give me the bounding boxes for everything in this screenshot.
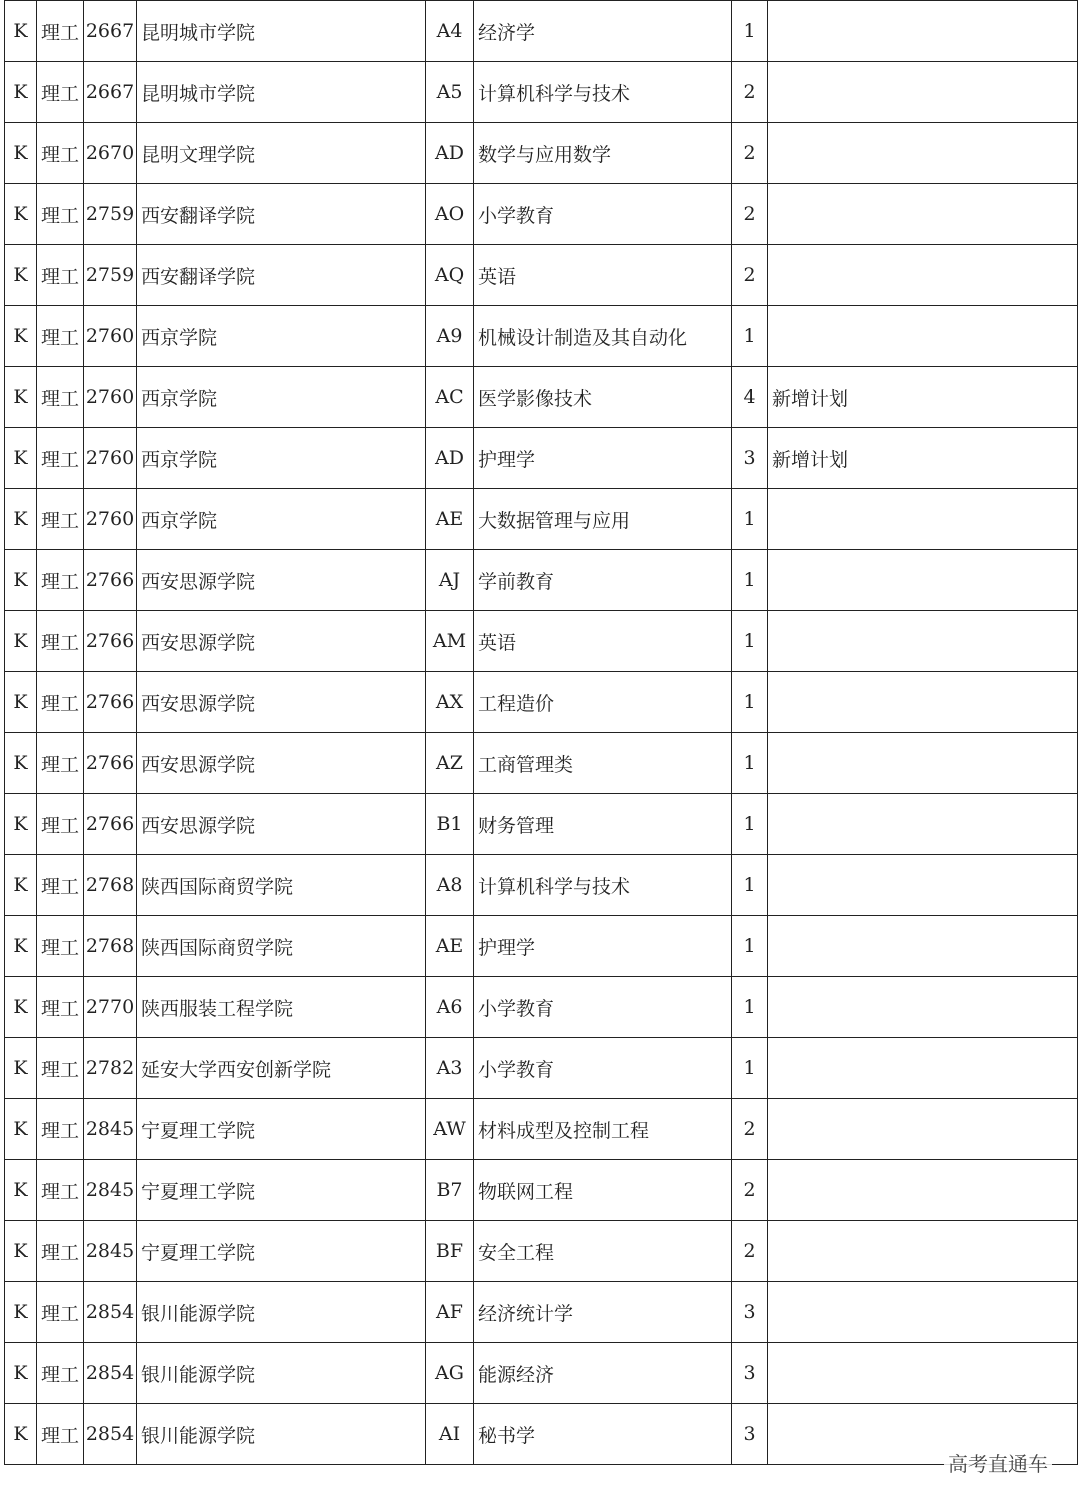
- school-code-cell: 2766: [84, 550, 137, 611]
- major-code-cell: AZ: [426, 733, 474, 794]
- category-cell: 理工: [37, 306, 84, 367]
- major-name-cell: 学前教育: [474, 550, 732, 611]
- major-code-cell: AE: [426, 489, 474, 550]
- major-name-cell: 材料成型及控制工程: [474, 1099, 732, 1160]
- major-name-cell: 经济统计学: [474, 1282, 732, 1343]
- school-name-cell: 西安思源学院: [137, 794, 426, 855]
- category-cell: 理工: [37, 794, 84, 855]
- note-cell: [768, 1343, 1078, 1404]
- note-cell: [768, 62, 1078, 123]
- major-code-cell: AX: [426, 672, 474, 733]
- school-name-cell: 银川能源学院: [137, 1282, 426, 1343]
- table-row: [5, 306, 1078, 367]
- plan-count-cell: 1: [732, 306, 768, 367]
- category-cell: 理工: [37, 1, 84, 62]
- table-row: [5, 855, 1078, 916]
- school-name-cell: 西京学院: [137, 489, 426, 550]
- plan-count-cell: 1: [732, 916, 768, 977]
- type-cell: K: [5, 1, 37, 62]
- major-code-cell: AO: [426, 184, 474, 245]
- plan-count-cell: 2: [732, 1099, 768, 1160]
- type-cell: K: [5, 611, 37, 672]
- major-code-cell: A8: [426, 855, 474, 916]
- major-code-cell: A4: [426, 1, 474, 62]
- type-cell: K: [5, 184, 37, 245]
- school-code-cell: 2760: [84, 306, 137, 367]
- major-name-cell: 财务管理: [474, 794, 732, 855]
- type-cell: K: [5, 550, 37, 611]
- category-cell: 理工: [37, 611, 84, 672]
- school-name-cell: 银川能源学院: [137, 1343, 426, 1404]
- plan-count-cell: 1: [732, 977, 768, 1038]
- major-name-cell: 能源经济: [474, 1343, 732, 1404]
- type-cell: K: [5, 1282, 37, 1343]
- type-cell: K: [5, 489, 37, 550]
- category-cell: 理工: [37, 245, 84, 306]
- table-row: [5, 367, 1078, 428]
- plan-count-cell: 2: [732, 62, 768, 123]
- type-cell: K: [5, 123, 37, 184]
- table-row: [5, 550, 1078, 611]
- major-code-cell: B7: [426, 1160, 474, 1221]
- plan-count-cell: 1: [732, 611, 768, 672]
- plan-count-cell: 2: [732, 123, 768, 184]
- major-name-cell: 安全工程: [474, 1221, 732, 1282]
- plan-count-cell: 2: [732, 1160, 768, 1221]
- note-cell: [768, 977, 1078, 1038]
- category-cell: 理工: [37, 1404, 84, 1465]
- table-row: [5, 1343, 1078, 1404]
- plan-count-cell: 1: [732, 1038, 768, 1099]
- school-name-cell: 西京学院: [137, 428, 426, 489]
- major-code-cell: AC: [426, 367, 474, 428]
- school-name-cell: 西安思源学院: [137, 550, 426, 611]
- school-name-cell: 宁夏理工学院: [137, 1160, 426, 1221]
- plan-count-cell: 3: [732, 1343, 768, 1404]
- school-name-cell: 陕西服装工程学院: [137, 977, 426, 1038]
- school-code-cell: 2766: [84, 611, 137, 672]
- school-name-cell: 西京学院: [137, 306, 426, 367]
- major-code-cell: AE: [426, 916, 474, 977]
- table-row: [5, 1221, 1078, 1282]
- note-cell: [768, 184, 1078, 245]
- category-cell: 理工: [37, 428, 84, 489]
- school-code-cell: 2768: [84, 855, 137, 916]
- major-name-cell: 大数据管理与应用: [474, 489, 732, 550]
- table-row: [5, 489, 1078, 550]
- major-name-cell: 数学与应用数学: [474, 123, 732, 184]
- type-cell: K: [5, 1099, 37, 1160]
- major-name-cell: 工商管理类: [474, 733, 732, 794]
- school-code-cell: 2782: [84, 1038, 137, 1099]
- note-cell: [768, 550, 1078, 611]
- type-cell: K: [5, 62, 37, 123]
- table-row: [5, 1, 1078, 62]
- type-cell: K: [5, 1038, 37, 1099]
- plan-count-cell: 4: [732, 367, 768, 428]
- major-name-cell: 护理学: [474, 428, 732, 489]
- category-cell: 理工: [37, 367, 84, 428]
- major-name-cell: 计算机科学与技术: [474, 855, 732, 916]
- major-code-cell: AF: [426, 1282, 474, 1343]
- plan-count-cell: 3: [732, 1404, 768, 1465]
- major-name-cell: 机械设计制造及其自动化: [474, 306, 732, 367]
- table-row: [5, 611, 1078, 672]
- category-cell: 理工: [37, 184, 84, 245]
- school-code-cell: 2766: [84, 733, 137, 794]
- note-cell: [768, 1099, 1078, 1160]
- type-cell: K: [5, 977, 37, 1038]
- category-cell: 理工: [37, 123, 84, 184]
- major-name-cell: 小学教育: [474, 977, 732, 1038]
- category-cell: 理工: [37, 1343, 84, 1404]
- major-name-cell: 工程造价: [474, 672, 732, 733]
- category-cell: 理工: [37, 1221, 84, 1282]
- note-cell: 新增计划: [768, 367, 1078, 428]
- major-name-cell: 计算机科学与技术: [474, 62, 732, 123]
- admission-plan-table: [4, 0, 1078, 1465]
- table-row: [5, 1038, 1078, 1099]
- school-name-cell: 西安思源学院: [137, 672, 426, 733]
- category-cell: 理工: [37, 1038, 84, 1099]
- table-row: [5, 428, 1078, 489]
- note-cell: [768, 733, 1078, 794]
- plan-count-cell: 3: [732, 1282, 768, 1343]
- note-cell: [768, 611, 1078, 672]
- table-row: [5, 245, 1078, 306]
- major-code-cell: AD: [426, 428, 474, 489]
- table-row: [5, 184, 1078, 245]
- type-cell: K: [5, 1404, 37, 1465]
- school-code-cell: 2667: [84, 1, 137, 62]
- major-name-cell: 秘书学: [474, 1404, 732, 1465]
- type-cell: K: [5, 1221, 37, 1282]
- major-code-cell: AM: [426, 611, 474, 672]
- school-name-cell: 昆明城市学院: [137, 1, 426, 62]
- type-cell: K: [5, 1343, 37, 1404]
- category-cell: 理工: [37, 855, 84, 916]
- major-code-cell: AI: [426, 1404, 474, 1465]
- type-cell: K: [5, 367, 37, 428]
- plan-count-cell: 3: [732, 428, 768, 489]
- category-cell: 理工: [37, 1282, 84, 1343]
- major-code-cell: A5: [426, 62, 474, 123]
- note-cell: [768, 489, 1078, 550]
- major-name-cell: 经济学: [474, 1, 732, 62]
- category-cell: 理工: [37, 489, 84, 550]
- category-cell: 理工: [37, 733, 84, 794]
- note-cell: [768, 123, 1078, 184]
- school-code-cell: 2845: [84, 1221, 137, 1282]
- plan-count-cell: 1: [732, 733, 768, 794]
- major-code-cell: A3: [426, 1038, 474, 1099]
- school-name-cell: 昆明城市学院: [137, 62, 426, 123]
- note-cell: [768, 1, 1078, 62]
- school-code-cell: 2670: [84, 123, 137, 184]
- type-cell: K: [5, 916, 37, 977]
- plan-count-cell: 1: [732, 550, 768, 611]
- plan-count-cell: 1: [732, 794, 768, 855]
- school-name-cell: 宁夏理工学院: [137, 1221, 426, 1282]
- type-cell: K: [5, 1160, 37, 1221]
- major-code-cell: AG: [426, 1343, 474, 1404]
- table-body: [5, 1, 1078, 1465]
- school-code-cell: 2759: [84, 245, 137, 306]
- plan-count-cell: 1: [732, 855, 768, 916]
- school-code-cell: 2759: [84, 184, 137, 245]
- school-name-cell: 延安大学西安创新学院: [137, 1038, 426, 1099]
- major-name-cell: 医学影像技术: [474, 367, 732, 428]
- table-row: [5, 1404, 1078, 1465]
- school-code-cell: 2845: [84, 1099, 137, 1160]
- school-code-cell: 2667: [84, 62, 137, 123]
- type-cell: K: [5, 306, 37, 367]
- major-code-cell: AW: [426, 1099, 474, 1160]
- school-code-cell: 2760: [84, 367, 137, 428]
- note-cell: [768, 1038, 1078, 1099]
- school-name-cell: 西京学院: [137, 367, 426, 428]
- major-code-cell: B1: [426, 794, 474, 855]
- school-name-cell: 陕西国际商贸学院: [137, 916, 426, 977]
- school-code-cell: 2766: [84, 794, 137, 855]
- table-row: [5, 794, 1078, 855]
- note-cell: [768, 306, 1078, 367]
- table-row: [5, 1160, 1078, 1221]
- school-code-cell: 2760: [84, 489, 137, 550]
- note-cell: [768, 1160, 1078, 1221]
- major-code-cell: BF: [426, 1221, 474, 1282]
- table-row: [5, 1282, 1078, 1343]
- school-name-cell: 银川能源学院: [137, 1404, 426, 1465]
- major-code-cell: AJ: [426, 550, 474, 611]
- category-cell: 理工: [37, 977, 84, 1038]
- major-name-cell: 英语: [474, 611, 732, 672]
- major-code-cell: AQ: [426, 245, 474, 306]
- category-cell: 理工: [37, 1160, 84, 1221]
- type-cell: K: [5, 855, 37, 916]
- note-cell: [768, 916, 1078, 977]
- table-row: [5, 1099, 1078, 1160]
- table-row: [5, 123, 1078, 184]
- major-code-cell: A6: [426, 977, 474, 1038]
- type-cell: K: [5, 245, 37, 306]
- school-code-cell: 2768: [84, 916, 137, 977]
- plan-count-cell: 1: [732, 1, 768, 62]
- major-name-cell: 英语: [474, 245, 732, 306]
- school-code-cell: 2770: [84, 977, 137, 1038]
- major-code-cell: A9: [426, 306, 474, 367]
- plan-count-cell: 1: [732, 489, 768, 550]
- school-name-cell: 西安翻译学院: [137, 245, 426, 306]
- table-row: [5, 977, 1078, 1038]
- note-cell: [768, 794, 1078, 855]
- category-cell: 理工: [37, 1099, 84, 1160]
- category-cell: 理工: [37, 672, 84, 733]
- note-cell: [768, 1221, 1078, 1282]
- note-cell: [768, 855, 1078, 916]
- plan-count-cell: 2: [732, 1221, 768, 1282]
- major-name-cell: 小学教育: [474, 184, 732, 245]
- category-cell: 理工: [37, 916, 84, 977]
- plan-count-cell: 2: [732, 245, 768, 306]
- school-code-cell: 2845: [84, 1160, 137, 1221]
- school-code-cell: 2760: [84, 428, 137, 489]
- school-name-cell: 昆明文理学院: [137, 123, 426, 184]
- major-code-cell: AD: [426, 123, 474, 184]
- school-name-cell: 宁夏理工学院: [137, 1099, 426, 1160]
- school-code-cell: 2766: [84, 672, 137, 733]
- table-row: [5, 916, 1078, 977]
- note-cell: 新增计划: [768, 428, 1078, 489]
- school-code-cell: 2854: [84, 1343, 137, 1404]
- major-name-cell: 小学教育: [474, 1038, 732, 1099]
- type-cell: K: [5, 672, 37, 733]
- table-row: [5, 62, 1078, 123]
- school-name-cell: 陕西国际商贸学院: [137, 855, 426, 916]
- major-name-cell: 物联网工程: [474, 1160, 732, 1221]
- plan-count-cell: 1: [732, 672, 768, 733]
- school-code-cell: 2854: [84, 1404, 137, 1465]
- table-row: [5, 733, 1078, 794]
- note-cell: [768, 1282, 1078, 1343]
- school-name-cell: 西安思源学院: [137, 733, 426, 794]
- note-cell: [768, 245, 1078, 306]
- major-name-cell: 护理学: [474, 916, 732, 977]
- category-cell: 理工: [37, 550, 84, 611]
- type-cell: K: [5, 733, 37, 794]
- type-cell: K: [5, 428, 37, 489]
- category-cell: 理工: [37, 62, 84, 123]
- note-cell: [768, 672, 1078, 733]
- school-name-cell: 西安翻译学院: [137, 184, 426, 245]
- corner-watermark: 高考直通车: [944, 1448, 1052, 1477]
- plan-count-cell: 2: [732, 184, 768, 245]
- school-code-cell: 2854: [84, 1282, 137, 1343]
- school-name-cell: 西安思源学院: [137, 611, 426, 672]
- table-row: [5, 672, 1078, 733]
- type-cell: K: [5, 794, 37, 855]
